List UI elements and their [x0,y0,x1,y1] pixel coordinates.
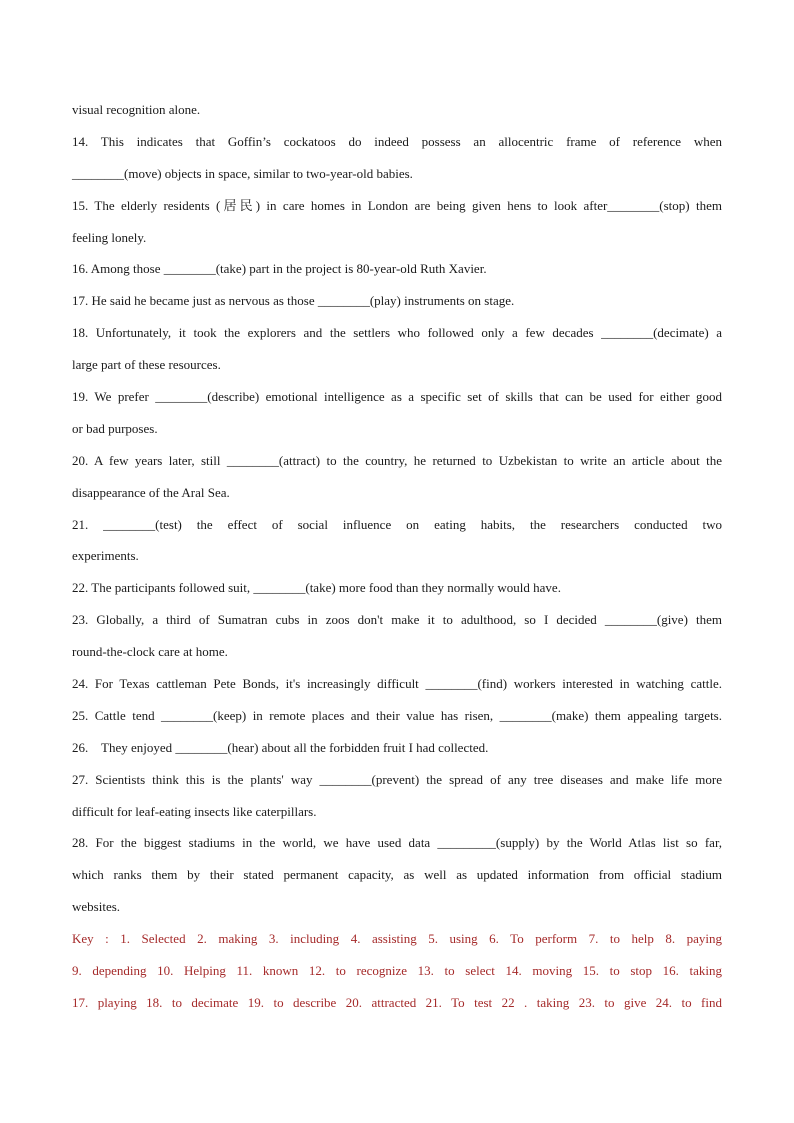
text-line: 26. They enjoyed ________(hear) about all the forbidden fruit I had collected. [72,739,489,755]
text-line: or bad purposes. [72,420,158,436]
answer-key-line: Key : 1. Selected 2. making 3. including 4. assisting 5. using 6. To perform 7. to help 8. paying [72,931,722,947]
text-line: 24. For Texas cattleman Pete Bonds, it's increasingly difficult ________(find) workers interested in watching cattle. [72,676,722,692]
text-line: 23. Globally, a third of Sumatran cubs in zoos don't make it to adulthood, so I decided ________(give) them [72,612,722,628]
exercise-content [72,100,722,1025]
text-line: large part of these resources. [72,357,221,373]
text-line: 15. The elderly residents (居民) in care homes in London are being given hens to look after________(stop) them [72,197,722,213]
answer-key-line: 17. playing 18. to decimate 19. to describe 20. attracted 21. To test 22 . taking 23. to give 24. to find [72,994,722,1010]
text-line: 19. We prefer ________(describe) emotional intelligence as a specific set of skills that can be used for either good [72,389,722,405]
text-line: which ranks them by their stated permanent capacity, as well as updated information from official stadium [72,867,722,883]
text-line: round-the-clock care at home. [72,644,228,660]
text-line: 18. Unfortunately, it took the explorers and the settlers who followed only a few decades ________(decimate) a [72,325,722,341]
text-line: 22. The participants followed suit, ________(take) more food than they normally would have. [72,580,561,596]
text-line: ________(move) objects in space, similar to two-year-old babies. [72,165,413,181]
text-line: visual recognition alone. [72,102,201,117]
text-line: 16. Among those ________(take) part in the project is 80-year-old Ruth Xavier. [72,261,487,277]
text-line: feeling lonely. [72,229,147,245]
text-line: 27. Scientists think this is the plants' way ________(prevent) the spread of any tree diseases and make life more [72,771,722,787]
answer-key-line: 9. depending 10. Helping 11. known 12. to recognize 13. to select 14. moving 15. to stop 16. taking [72,963,722,979]
text-line: 21. ________(test) the effect of social influence on eating habits, the researchers conducted two [72,516,722,532]
text-line: 20. A few years later, still ________(attract) to the country, he returned to Uzbekistan to write an article about the [72,452,722,468]
text-line: websites. [72,899,121,915]
text-line: 28. For the biggest stadiums in the world, we have used data _________(supply) by the World Atlas list so far, [72,835,722,851]
text-line: 17. He said he became just as nervous as those ________(play) instruments on stage. [72,293,515,309]
text-line: 14. This indicates that Goffin’s cockatoos do indeed possess an allocentric frame of reference when [72,133,722,149]
text-line: disappearance of the Aral Sea. [72,484,230,500]
text-line: 25. Cattle tend ________(keep) in remote places and their value has risen, ________(make) them appealing targets. [72,707,722,723]
text-line: experiments. [72,548,139,564]
text-line: difficult for leaf-eating insects like caterpillars. [72,803,317,819]
